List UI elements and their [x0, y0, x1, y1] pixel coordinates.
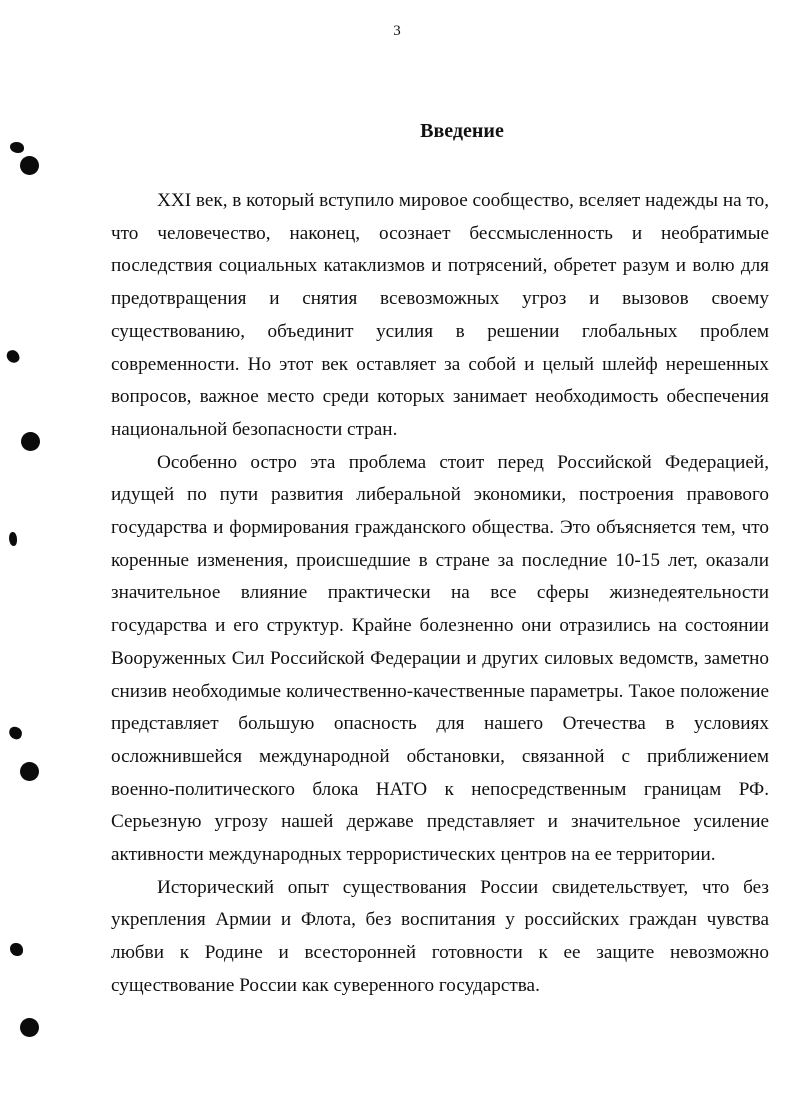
scan-blot-mark	[8, 726, 24, 741]
binding-hole-mark	[20, 156, 39, 175]
paragraph-2: Особенно остро эта проблема стоит перед Российской Федерацией, идущей по пути развития либеральной экономики, построения правового государства и формирования гражданского общества. Это объясняется тем, что коренные изменения, происшедшие в стране за последние 10-15 лет, оказали значительное влияние практически на все сферы жизнедеятельности государства и его структур. Крайне болезненно они отразились на состоянии Вооруженных Сил Российской Федерации и других силовых ведомств, заметно снизив необходимые количественно-качественные параметры. Такое положение представляет большую опасность для нашего Отечества в условиях осложнившейся международной обстановки, связанной с приближением военно-политического блока НАТО к непосредственным границам РФ. Серьезную угрозу нашей державе представляет и значительное усиление активности международных террористических центров на ее территории.	[111, 451, 769, 866]
paragraph-3: Исторический опыт существования России свидетельствует, что без укрепления Армии и Флота, без воспитания у российских граждан чувства любви к Родине и всесторонней готовности к ее защите невозможно существование России как суверенного государства.	[111, 876, 769, 996]
binding-hole-mark	[20, 1018, 39, 1037]
binding-hole-mark	[21, 432, 40, 451]
scan-blot-mark	[10, 943, 23, 956]
binding-hole-mark	[20, 762, 39, 781]
section-title: Введение	[420, 120, 504, 142]
scan-blot-mark	[10, 142, 24, 153]
scan-blot-mark	[5, 348, 21, 364]
paragraph-1: XXI век, в который вступило мировое сообщество, вселяет надежды на то, что человечество, наконец, осознает бессмысленность и необратимые последствия социальных катаклизмов и потрясений, обретет разум и волю для предотвращения и снятия всевозможных угроз и вызовов своему существованию, объединит усилия в решении глобальных проблем современности. Но этот век оставляет за собой и целый шлейф нерешенных вопросов, важное место среди которых занимает необходимость обеспечения национальной безопасности стран.	[111, 190, 769, 440]
page-number: 3	[393, 23, 401, 39]
body-text	[111, 185, 769, 1003]
scan-blot-mark	[9, 532, 17, 546]
